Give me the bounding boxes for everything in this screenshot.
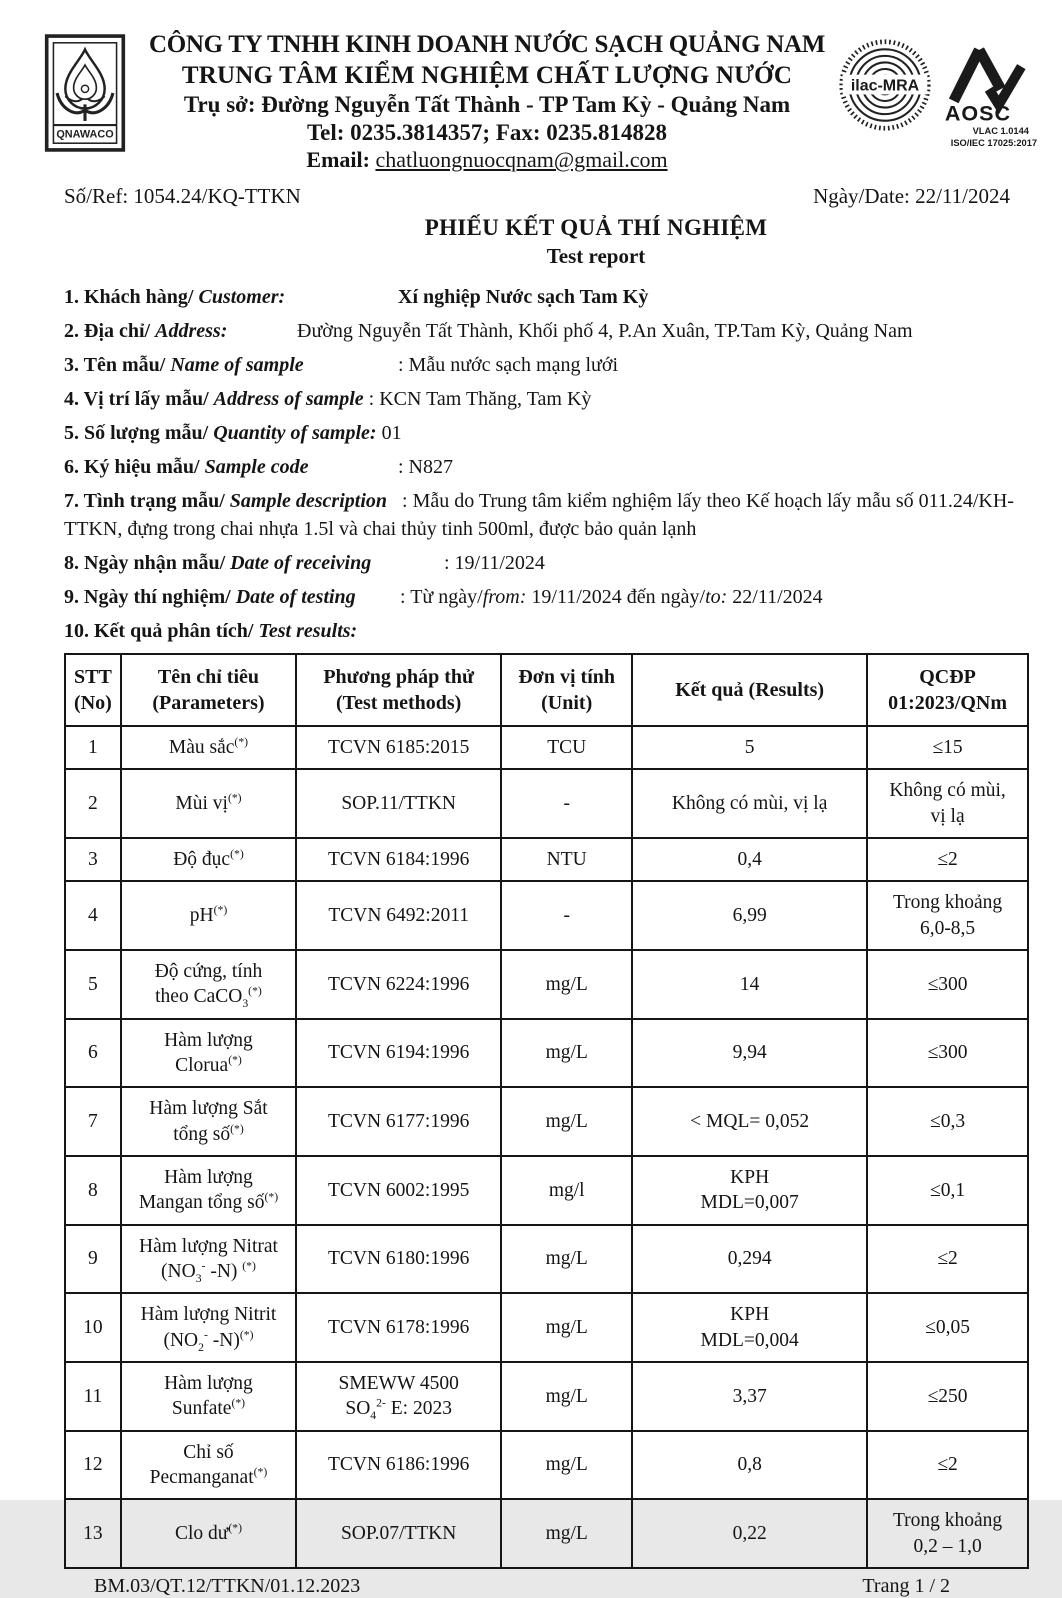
table-header-cell: Đơn vị tính (Unit): [501, 654, 632, 726]
table-cell: -: [501, 769, 632, 838]
table-cell: 9,94: [632, 1019, 867, 1088]
page-title: PHIẾU KẾT QUẢ THÍ NGHIỆM: [424, 214, 768, 240]
field-value: : Từ ngày/from: 19/11/2024 đến ngày/to: 22/11/2024: [400, 585, 823, 608]
table-row: [65, 838, 1028, 881]
table-cell: 0,294: [632, 1225, 867, 1294]
page-footer: [0, 1569, 1062, 1598]
table-cell: mg/L: [501, 1293, 632, 1362]
qnawaco-logo-icon: [44, 30, 136, 157]
table-cell: Mùi vị(*): [121, 769, 296, 838]
table-header-cell: Phương pháp thử (Test methods): [296, 654, 501, 726]
table-cell: ≤300: [867, 950, 1028, 1019]
table-cell: Chỉ số Pecmanganat(*): [121, 1431, 296, 1500]
table-cell: 8: [65, 1156, 121, 1225]
ilac-mra-logo-icon: [838, 38, 932, 137]
table-cell: ≤0,1: [867, 1156, 1028, 1225]
table-cell: mg/L: [501, 1431, 632, 1500]
table-row: [65, 950, 1028, 1019]
field-value: : N827: [398, 455, 453, 478]
table-cell: Không có mùi, vị lạ: [632, 769, 867, 838]
table-cell: TCVN 6002:1995: [296, 1156, 501, 1225]
ref-date-row: [0, 174, 1062, 209]
table-cell: KPH MDL=0,004: [632, 1293, 867, 1362]
header-telfax: Tel: 0235.3814357; Fax: 0235.814828: [306, 120, 668, 146]
field-value: 01: [381, 421, 402, 444]
company-name: CÔNG TY TNHH KINH DOANH NƯỚC SẠCH QUẢNG NAM: [148, 31, 826, 58]
results-table: [64, 653, 1029, 1569]
table-cell: ≤0,05: [867, 1293, 1028, 1362]
table-cell: 9: [65, 1225, 121, 1294]
table-cell: Độ đục(*): [121, 838, 296, 881]
table-cell: TCVN 6184:1996: [296, 838, 501, 881]
table-cell: TCVN 6186:1996: [296, 1431, 501, 1500]
field-value: : KCN Tam Thăng, Tam Kỳ: [368, 387, 592, 410]
vlac-number-label: VLAC 1.0144: [972, 126, 1029, 137]
table-cell: Hàm lượng Nitrat ($NO_3^-$ -N) (*): [121, 1225, 296, 1294]
qnawaco-logo-label: QNAWACO: [56, 128, 114, 141]
table-row: [65, 1156, 1028, 1225]
table-cell: Clo dư(*): [121, 1499, 296, 1568]
field-sample-name: [64, 351, 1014, 379]
field-label: 1. Khách hàng/ Customer:: [64, 285, 286, 308]
table-cell: TCVN 6177:1996: [296, 1087, 501, 1156]
field-customer: [64, 283, 1014, 311]
field-label: 4. Vị trí lấy mẫu/ Address of sample: [64, 387, 364, 410]
table-cell: 12: [65, 1431, 121, 1500]
table-cell: -: [501, 881, 632, 950]
table-cell: TCVN 6194:1996: [296, 1019, 501, 1088]
table-row: [65, 1225, 1028, 1294]
table-cell: SOP.11/TTKN: [296, 769, 501, 838]
table-cell: 10: [65, 1293, 121, 1362]
table-cell: TCVN 6185:2015: [296, 726, 501, 769]
table-cell: 3,37: [632, 1362, 867, 1431]
table-cell: Hàm lượng Sắt tổng số(*): [121, 1087, 296, 1156]
table-cell: ≤2: [867, 1431, 1028, 1500]
iso-standard-label: ISO/IEC 17025:2017: [950, 137, 1038, 148]
results-table-body: [65, 726, 1028, 1568]
table-cell: 5: [65, 950, 121, 1019]
field-sample-address: [64, 385, 1014, 413]
table-cell: 2: [65, 769, 121, 838]
table-cell: ≤2: [867, 1225, 1028, 1294]
field-label: 6. Ký hiệu mẫu/ Sample code: [64, 455, 309, 478]
table-row: [65, 1362, 1028, 1431]
header-email-line: [140, 147, 834, 174]
table-cell: SMEWW 4500 $SO_4^{2-}$ E: 2023: [296, 1362, 501, 1431]
table-row: [65, 881, 1028, 950]
table-cell: TCVN 6180:1996: [296, 1225, 501, 1294]
table-cell: Không có mùi, vị lạ: [867, 769, 1028, 838]
table-cell: ≤2: [867, 838, 1028, 881]
table-cell: Hàm lượng Sunfate(*): [121, 1362, 296, 1431]
table-row: [65, 769, 1028, 838]
results-table-head: [65, 654, 1028, 726]
table-cell: mg/L: [501, 1499, 632, 1568]
table-cell: KPH MDL=0,007: [632, 1156, 867, 1225]
table-cell: mg/L: [501, 1225, 632, 1294]
field-date-testing: [64, 583, 1014, 611]
table-cell: TCU: [501, 726, 632, 769]
table-cell: 11: [65, 1362, 121, 1431]
table-cell: 0,4: [632, 838, 867, 881]
table-cell: pH(*): [121, 881, 296, 950]
table-cell: ≤0,3: [867, 1087, 1028, 1156]
table-header-cell: Tên chỉ tiêu (Parameters): [121, 654, 296, 726]
field-label: 5. Số lượng mẫu/ Quantity of sample:: [64, 421, 377, 444]
accreditation-logos: [838, 30, 1038, 157]
table-cell: 7: [65, 1087, 121, 1156]
table-cell: mg/L: [501, 950, 632, 1019]
table-cell: Màu sắc(*): [121, 726, 296, 769]
field-label: 7. Tình trạng mẫu/ Sample description: [64, 489, 388, 512]
table-row: [65, 1293, 1028, 1362]
table-row: [65, 1087, 1028, 1156]
table-cell: Độ cứng, tính theo CaCO$_3$(*): [121, 950, 296, 1019]
table-row: [65, 1431, 1028, 1500]
table-cell: TCVN 6224:1996: [296, 950, 501, 1019]
field-sample-code: [64, 453, 1014, 481]
table-cell: Trong khoảng 6,0-8,5: [867, 881, 1028, 950]
field-label: 10. Kết quả phân tích/ Test results:: [64, 619, 358, 642]
table-cell: mg/L: [501, 1362, 632, 1431]
document-header: [0, 0, 1062, 174]
report-date: Ngày/Date: 22/11/2024: [813, 183, 1010, 208]
field-label: 2. Địa chỉ/ Address:: [64, 319, 228, 342]
field-value: : Mẫu do Trung tâm kiểm nghiệm lấy theo Kế hoạch lấy mẫu số 011.24/KH-TTKN, đựng trong chai nhựa 1.5l và chai thủy tinh 500ml, được bảo quản lạnh: [64, 489, 1014, 540]
table-cell: 6: [65, 1019, 121, 1088]
table-header-row: [65, 654, 1028, 726]
field-value: : 19/11/2024: [444, 551, 545, 574]
table-cell: 0,22: [632, 1499, 867, 1568]
field-label: 8. Ngày nhận mẫu/ Date of receiving: [64, 551, 372, 574]
table-header-cell: QCĐP 01:2023/QNm: [867, 654, 1028, 726]
table-cell: TCVN 6178:1996: [296, 1293, 501, 1362]
table-cell: mg/L: [501, 1087, 632, 1156]
table-cell: ≤15: [867, 726, 1028, 769]
field-label: 9. Ngày thí nghiệm/ Date of testing: [64, 585, 356, 608]
table-cell: mg/L: [501, 1019, 632, 1088]
table-cell: Hàm lượng Nitrit ($NO_2^-$ -N)(*): [121, 1293, 296, 1362]
field-address: [64, 317, 1014, 345]
table-cell: < MQL= 0,052: [632, 1087, 867, 1156]
table-cell: 1: [65, 726, 121, 769]
page-number: Trang 1 / 2: [862, 1575, 950, 1598]
field-sample-quantity: [64, 419, 1014, 447]
table-cell: 5: [632, 726, 867, 769]
ref-number: Số/Ref: 1054.24/KQ-TTKN: [64, 183, 301, 208]
aosc-logo-label: AOSC: [944, 100, 1012, 126]
table-cell: 3: [65, 838, 121, 881]
field-value: Xí nghiệp Nước sạch Tam Kỳ: [398, 285, 649, 308]
table-cell: Trong khoảng 0,2 – 1,0: [867, 1499, 1028, 1568]
field-value: : Mẫu nước sạch mạng lưới: [398, 353, 619, 376]
center-name: TRUNG TÂM KIỂM NGHIỆM CHẤT LƯỢNG NƯỚC: [181, 61, 793, 89]
table-cell: Hàm lượng Clorua(*): [121, 1019, 296, 1088]
table-cell: Hàm lượng Mangan tổng số(*): [121, 1156, 296, 1225]
table-cell: ≤300: [867, 1019, 1028, 1088]
aosc-logo-icon: [940, 38, 1038, 157]
table-cell: mg/l: [501, 1156, 632, 1225]
email-label: Email:: [306, 147, 370, 173]
header-address: Trụ sở: Đường Nguyễn Tất Thành - TP Tam Kỳ - Quảng Nam: [183, 92, 791, 117]
table-row: [65, 1499, 1028, 1568]
table-cell: 14: [632, 950, 867, 1019]
page-subtitle: Test report: [546, 243, 646, 268]
email-address: chatluongnuocqnam@gmail.com: [375, 147, 668, 173]
table-cell: TCVN 6492:2011: [296, 881, 501, 950]
table-cell: 6,99: [632, 881, 867, 950]
header-text-block: [136, 30, 838, 174]
form-code: BM.03/QT.12/TTKN/01.12.2023: [94, 1575, 361, 1598]
field-sample-description: [64, 487, 1014, 543]
table-row: [65, 1019, 1028, 1088]
ilac-mra-logo-label: ilac-MRA: [850, 77, 920, 95]
field-date-receiving: [64, 549, 1014, 577]
table-cell: NTU: [501, 838, 632, 881]
table-cell: 4: [65, 881, 121, 950]
table-row: [65, 726, 1028, 769]
table-cell: SOP.07/TTKN: [296, 1499, 501, 1568]
field-test-results-heading: [64, 617, 1014, 645]
table-cell: 0,8: [632, 1431, 867, 1500]
field-label: 3. Tên mẫu/ Name of sample: [64, 353, 304, 376]
table-header-cell: Kết quả (Results): [632, 654, 867, 726]
sample-info-list: [0, 269, 1062, 645]
field-value: Đường Nguyễn Tất Thành, Khối phố 4, P.An Xuân, TP.Tam Kỳ, Quảng Nam: [297, 319, 913, 342]
table-cell: ≤250: [867, 1362, 1028, 1431]
table-header-cell: STT (No): [65, 654, 121, 726]
table-cell: 13: [65, 1499, 121, 1568]
